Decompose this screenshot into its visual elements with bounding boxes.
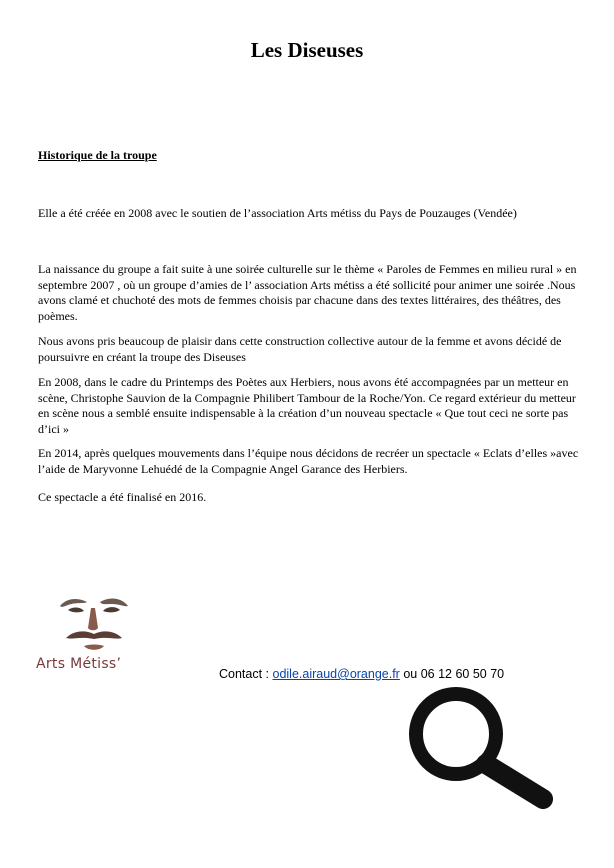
search-icon[interactable] <box>398 682 558 812</box>
paragraph-creation: Elle a été créée en 2008 avec le soutien de l’association Arts métiss du Pays de Pouzauges (Vendée) <box>38 206 517 220</box>
logo-text: Arts Métiss’ <box>36 656 122 672</box>
paragraph-2008: En 2008, dans le cadre du Printemps des Poètes aux Herbiers, nous avons été accompagnées par un metteur en scène, Christophe Sauvion de la Compagnie Philibert Tambour de la Roche/Yon. Ce regard extérieur du metteur en scène nous a semblé ensuite indispensable à la création d’un nouveau spectacle « Que tout ceci ne sorte pas d’ici » <box>38 375 576 436</box>
paragraph-continuation: Nous avons pris beaucoup de plaisir dans cette construction collective autour de la femme et avons décidé de poursuivre en créant la troupe des Diseuses <box>38 334 562 364</box>
contact-label: Contact : <box>219 667 273 681</box>
paragraph-origin: La naissance du groupe a fait suite à une soirée culturelle sur le thème « Paroles de Femmes en milieu rural » en septembre 2007 , où un groupe d’amies de l’ association Arts métiss a été sollicité pour animer une soirée .Nous avons clamé et chuchoté des mots de femmes choisis par chacune dans des textes littéraires, des théâtres, des poèmes. <box>38 262 577 323</box>
face-logo-icon <box>54 594 134 656</box>
paragraph-2014: En 2014, après quelques mouvements dans l’équipe nous décidons de recréer un spectacle « Eclats d’elles »avec l’aide de Maryvonne Lehuédé de la Compagnie Angel Garance des Herbiers. <box>38 446 579 476</box>
paragraph-2016: Ce spectacle a été finalisé en 2016. <box>38 490 207 504</box>
page-title: Les Diseuses <box>250 38 364 62</box>
contact-phone: ou 06 12 60 50 70 <box>399 667 505 681</box>
email-link[interactable]: odile.airaud@orange.fr <box>272 667 400 681</box>
arts-metiss-logo <box>36 594 158 684</box>
contact-line <box>219 667 504 681</box>
section-heading: Historique de la troupe <box>38 148 157 162</box>
